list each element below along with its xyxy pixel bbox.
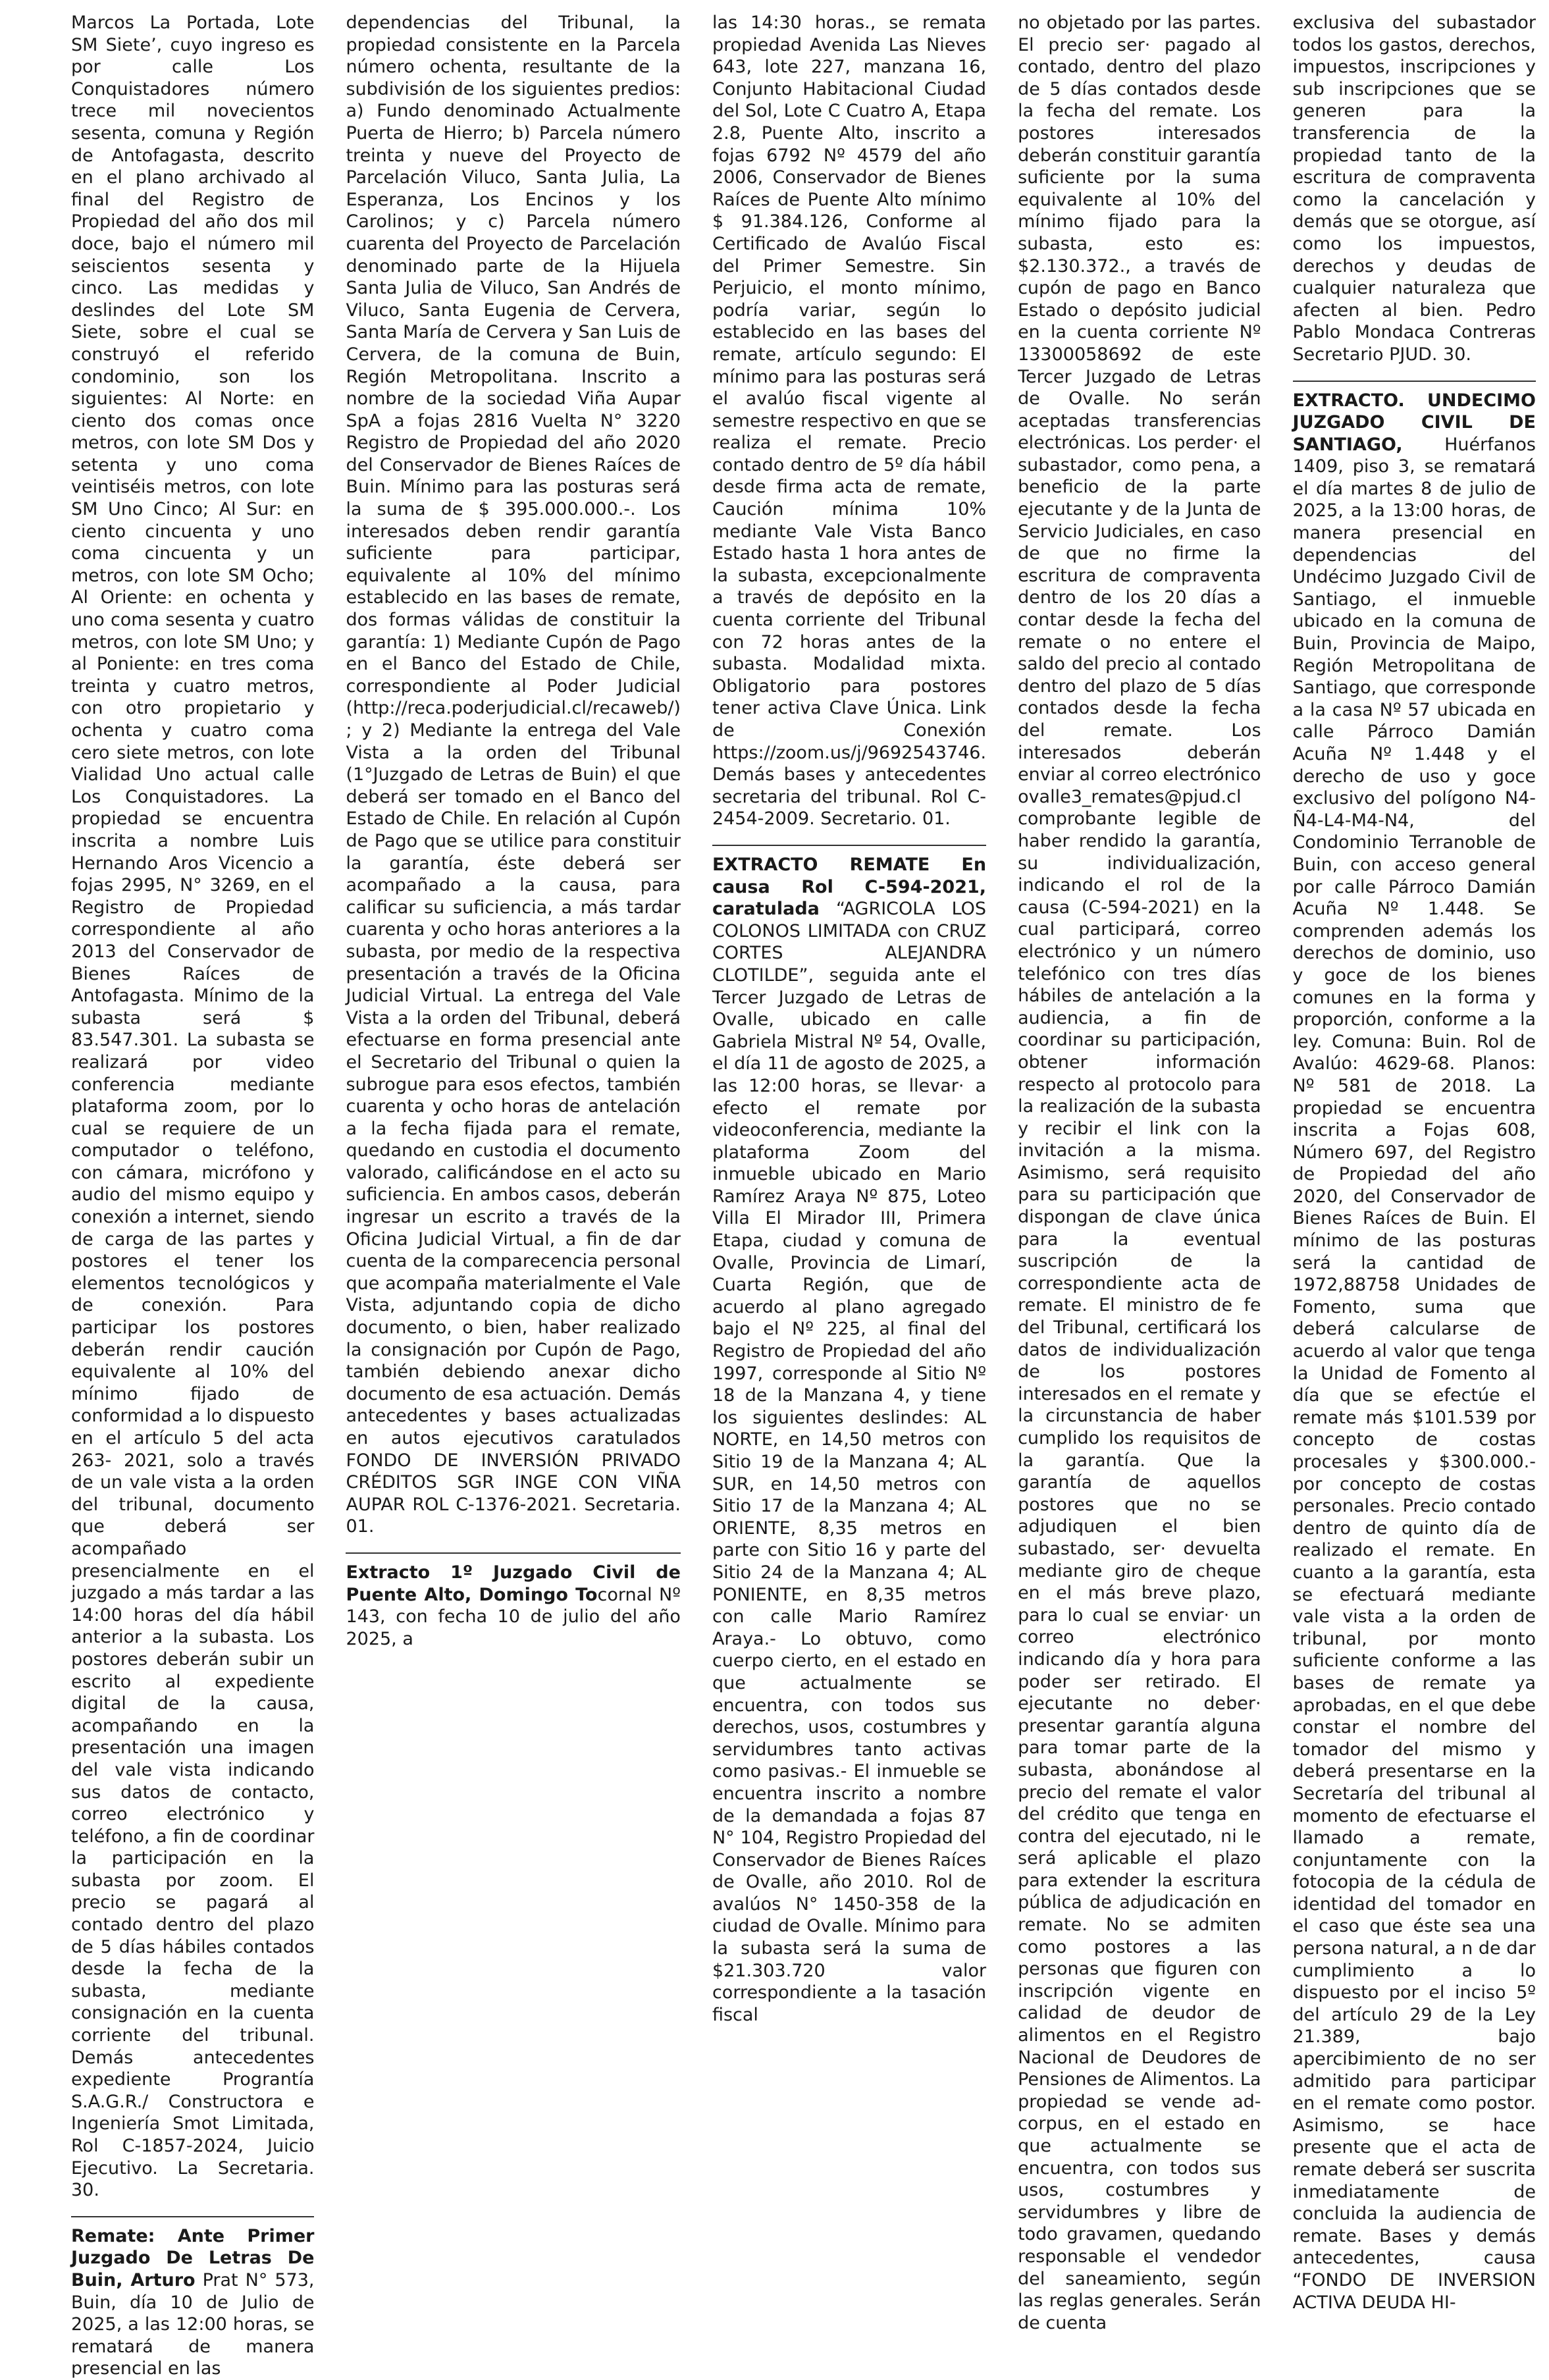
notice-headline: EXTRACTO. UNDECIMO JUZGADO CIVIL DE SANTIAGO, (1292, 390, 1536, 455)
column-3 (712, 12, 986, 2380)
notice-continued (712, 12, 986, 830)
column-2 (346, 12, 680, 2380)
notice-body: “AGRICOLA LOS COLONOS LIMITADA con CRUZ CORTES ALEJANDRA CLOTILDE”, seguida ante el Tercer Juzgado de Letras de Ovalle, ubicado en calle Gabriela Mistral Nº 54, Ovalle, el día 11 de agosto de 2025, a las 12:00 horas, se llevar· a efecto el remate por videoconferencia, mediante la plataforma Zoom del inmueble ubicado en Mario Ramírez Araya Nº 875, Loteo Villa El Mirador III, Primera Etapa, ciudad y comuna de Ovalle, Provincia de Limarí, Cuarta Región, que de acuerdo al plano agregado bajo el Nº 225, al final del Registro de Propiedad del año 1997, corresponde al Sitio Nº 18 de la Manzana 4, y tiene los siguientes deslindes: AL NORTE, en 14,50 metros con Sitio 19 de la Manzana 4; AL SUR, en 14,50 metros con Sitio 17 de la Manzana 4; AL ORIENTE, 8,35 metros en parte con Sitio 16 y parte del Sitio 24 de la Manzana 4; AL PONIENTE, en 8,35 metros con calle Mario Ramírez Araya.- Lo obtuvo, como cuerpo cierto, en el estado en que actualmente se encuentra, con todos sus derechos, usos, costumbres y servidumbres tanto activas como pasivas.- El inmueble se encuentra inscrito a nombre de la demandada a fojas 87 N° 104, Registro Propiedad del Conservador de Bienes Raíces de Ovalle, año 2010. Rol de avalúos N° 1450-358 de la ciudad de Ovalle. Mínimo para la subasta será la suma de $21.303.720 valor correspondiente a la tasación fiscal (712, 899, 987, 2025)
notice-extracto-remate-ovalle (712, 854, 986, 2026)
notice-headline: Extracto 1º Juzgado Civil de Puente Alto, Domingo To (346, 1562, 681, 1605)
notice-body: no objetado por las partes. El precio ser· pagado al contado, dentro del plazo de 5 días contados desde la fecha del remate. Los postores interesados deberán constituir garantía suficiente por la suma equivalente al 10% del mínimo fijado para la subasta, esto es: $2.130.372., a través de cupón de pago en Banco Estado o depósito judicial en la cuenta corriente Nº 13300058692 de este Tercer Juzgado de Letras de Ovalle. No serán aceptadas transferencias electrónicas. Los perder· el subastador, como pena, a beneficio de la parte ejecutante y de la Junta de Servicio Judiciales, en caso de que no firme la escritura de compraventa dentro de los 20 días a contar desde la fecha del remate o no entere el saldo del precio al contado dentro del plazo de 5 días contados desde la fecha del remate. Los interesados deberán enviar al correo electrónico ovalle3_remates@pjud.cl comprobante legible de haber rendido la garantía, su individualización, indicando el rol de la causa (C-594-2021) en la cual participará, correo electrónico y un número telefónico con tres días hábiles de antelación a la audiencia, a fin de coordinar su participación, obtener información respecto al protocolo para la realización de la subasta y recibir el link con la invitación a la misma. Asimismo, será requisito para su participación que dispongan de clave única para la eventual suscripción de la correspondiente acta de remate. El ministro de fe del Tribunal, certificará los datos de individualización de los postores interesados en el remate y la circunstancia de haber cumplido los requisitos de la garantía. Que la garantía de aquellos postores que no se adjudiquen el bien subastado, ser· devuelta mediante giro de cheque en el más breve plazo, para lo cual se enviar· un correo electrónico indicando día y hora para poder ser retirado. El ejecutante no deber· presentar garantía alguna para tomar parte de la subasta, abonándose al precio del remate el valor del crédito que tenga en contra del ejecutado, ni le será aplicable el plazo para extender la escritura pública de adjudicación en remate. No se admiten como postores a las personas que figuren con inscripción vigente en calidad de deudor de alimentos en el Registro Nacional de Deudores de Pensiones de Alimentos. La propiedad se vende ad-corpus, en el estado en que actualmente se encuentra, con todos sus usos, costumbres y servidumbres y libre de todo gravamen, quedando responsable el vendedor del saneamiento, según las reglas generales. Serán de cuenta (1018, 13, 1261, 2333)
notice-extracto-undecimo-santiago (1293, 390, 1536, 2314)
notice-body: las 14:30 horas., se remata propiedad Avenida Las Nieves 643, lote 227, manzana 16, Conjunto Habitacional Ciudad del Sol, Lote C Cuatro A, Etapa 2.8, Puente Alto, inscrito a fojas 6792 Nº 4579 del año 2006, Conservador de Bienes Raíces de Puente Alto mínimo $ 91.384.126, Conforme al Certificado de Avalúo Fiscal del Primer Semestre. Sin Perjuicio, el monto mínimo, podría variar, según lo establecido en las bases del remate, artículo segundo: El mínimo para las posturas será el avalúo fiscal vigente al semestre respectivo en que se realiza el remate. Precio contado dentro de 5º día hábil desde firma acta de remate, Caución mínima 10% mediante Vale Vista Banco Estado hasta 1 hora antes de la subasta, excepcionalmente a través de depósito en la cuenta corriente del Tribunal con 72 horas antes de la subasta. Modalidad mixta. Obligatorio para postores tener activa Clave Única. Link de Conexión https://zoom.us/j/9692543746. Demás bases y antecedentes secretaria del tribunal. Rol C-2454-2009. Secretario. 01. (712, 13, 987, 830)
notice-divider (71, 2216, 314, 2217)
notice-headline: Remate: Ante Primer Juzgado De Letras De Buin, Arturo (71, 2225, 315, 2290)
notice-body: dependencias del Tribunal, la propiedad consistente en la Parcela número ochenta, resultante de la subdivisión de los siguientes predios: a) Fundo denominado Actualmente Puerta de Hierro; b) Parcela número treinta y nueve del Proyecto de Parcelación Viluco, Santa Julia, La Esperanza, Los Encinos y los Carolinos; y c) Parcela número cuarenta del Proyecto de Parcelación denominado parte de la Hijuela Santa Julia de Viluco, San Andrés de Viluco, Santa Eugenia de Cervera, Santa María de Cervera y San Luis de Cervera, de la comuna de Buin, Región Metropolitana. Inscrito a nombre de la sociedad Viña Aupar SpA a fojas 2816 Vuelta N° 3220 Registro de Propiedad del año 2020 del Conservador de Bienes Raíces de Buin. Mínimo para las posturas será la suma de $ 395.000.000.-. Los interesados deben rendir garantía suficiente para participar, equivalente al 10% del mínimo establecido en las bases de remate, dos formas válidas de constituir la garantía: 1) Mediante Cupón de Pago en el Banco del Estado de Chile, correspondiente al Poder Judicial (http://reca.poderjudicial.cl/recaweb/) ; y 2) Mediante la entrega del Vale Vista a la orden del Tribunal (1°Juzgado de Letras de Buin) el que deberá ser tomado en el Banco del Estado de Chile. En relación al Cupón de Pago que se utilice para constituir la garantía, éste deberá ser acompañado a la causa, para calificar su suficiencia, a más tardar cuarenta y ocho horas anteriores a la subasta, por medio de la respectiva presentación a través de la Oficina Judicial Virtual. La entrega del Vale Vista a la orden del Tribunal, deberá efectuarse en forma presencial ante el Secretario del Tribunal o quien la subrogue para esos efectos, también cuarenta y ocho horas de antelación a la fecha fijada para el remate, quedando en custodia el documento valorado, calificándose en el acto su suficiencia. En ambos casos, deberán ingresar un escrito a través de la Oficina Judicial Virtual, a fin de dar cuenta de la comparecencia personal que acompaña materialmente el Vale Vista, adjuntando copia de dicho documento, o bien, haber realizado la consignación por Cupón de Pago, también debiendo anexar dicho documento de esa actuación. Demás antecedentes y bases actualizadas en autos ejecutivos caratulados FONDO DE INVERSIÓN PRIVADO CRÉDITOS SGR INGE CON VIÑA AUPAR ROL C-1376-2021. Secretaria. 01. (346, 13, 681, 1537)
notice-divider (1293, 381, 1536, 382)
notice-body: cornal Nº 143, con fecha 10 de julio del año 2025, a (346, 1584, 681, 1649)
notice-continued (1293, 12, 1536, 366)
legal-notices-columns (71, 12, 1536, 2379)
column-4 (1018, 12, 1261, 2380)
notice-continued (1018, 12, 1261, 2334)
notice-body: Marcos La Portada, Lote SM Siete’, cuyo ingreso es por calle Los Conquistadores número trece mil novecientos sesenta, comuna y Región de Antofagasta, descrito en el plano archivado al final del Registro de Propiedad del año dos mil doce, bajo el número mil seiscientos sesenta y cinco. Las medidas y deslindes del Lote SM Siete, sobre el cual se construyó el referido condominio, son los siguientes: Al Norte: en ciento dos comas once metros, con lote SM Dos y setenta y uno coma veintiséis metros, con lote SM Uno Cinco; Al Sur: en ciento cincuenta y uno coma cincuenta y un metros, con lote SM Ocho; Al Oriente: en ochenta y uno coma sesenta y cuatro metros, con lote SM Uno; y al Poniente: en tres coma treinta y cuatro metros, con otro propietario y ochenta y cuatro coma cero siete metros, con lote Vialidad Uno actual calle Los Conquistadores. La propiedad se encuentra inscrita a nombre Luis Hernando Aros Vicencio a fojas 2995, N° 3269, en el Registro de Propiedad correspondiente al año 2013 del Conservador de Bienes Raíces de Antofagasta. Mínimo de la subasta será $ 83.547.301. La subasta se realizará por video conferencia mediante plataforma zoom, por lo cual se requiere de un computador o teléfono, con cámara, micrófono y audio del mismo equipo y conexión a internet, siendo de carga de las partes y postores el tener los elementos tecnológicos y de conexión. Para participar los postores deberán rendir caución equivalente al 10% del mínimo fijado de conformidad a lo dispuesto en el artículo 5 del acta 263- 2021, solo a través de un vale vista a la orden del tribunal, documento que deberá ser acompañado presencialmente en el juzgado a más tardar a las 14:00 horas del día hábil anterior a la subasta. Los postores deberán subir un escrito al expediente digital de la causa, acompañando en la presentación una imagen del vale vista indicando sus datos de contacto, correo electrónico y teléfono, a fin de coordinar la participación en la subasta por zoom. El precio se pagará al contado dentro del plazo de 5 días hábiles contados desde la fecha de la subasta, mediante consignación en la cuenta corriente del tribunal. Demás antecedentes expediente Prograntía S.A.G.R./ Constructora e Ingeniería Smot Limitada, Rol C-1857-2024, Juicio Ejecutivo. La Secretaria. 30. (71, 13, 315, 2201)
notice-divider (712, 845, 986, 846)
notice-remate-buin (71, 2225, 314, 2380)
column-1 (71, 12, 314, 2380)
notice-continued (346, 12, 680, 1538)
notice-headline: EXTRACTO REMATE En causa Rol C-594-2021, caratulada (712, 854, 987, 920)
notice-divider (346, 1552, 680, 1554)
notice-body: Huérfanos 1409, piso 3, se rematará el día martes 8 de julio de 2025, a la 13:00 horas, de manera presencial en dependencias del Undécimo Juzgado Civil de Santiago, el inmueble ubicado en la comuna de Buin, Provincia de Maipo, Región Metropolitana de Santiago, que corresponde a la casa Nº 57 ubicada en calle Párroco Damián Acuña Nº 1.448 y el derecho de uso y goce exclusivo del polígono N4-Ñ4-L4-M4-N4, del Condominio Terranoble de Buin, con acceso general por calle Párroco Damián Acuña Nº 1.448. Se comprenden además los derechos de dominio, uso y goce de los bienes comunes en la forma y proporción, conforme a la ley. Comuna: Buin. Rol de Avalúo: 4629-68. Planos: Nº 581 de 2018. La propiedad se encuentra inscrita a Fojas 608, Número 697, del Registro de Propiedad del año 2020, del Conservador de Bienes Raíces de Buin. El mínimo de las posturas será la cantidad de 1972,88758 Unidades de Fomento, suma que deberá calcularse de acuerdo al valor que tenga la Unidad de Fomento al día que se efectúe el remate más $101.539 por concepto de costas procesales y $300.000.- por concepto de costas personales. Precio contado dentro de quinto día de realizado el remate. En cuanto a la garantía, esta se efectuará mediante vale vista a la orden de tribunal, por monto suficiente conforme a las bases de remate ya aprobadas, en el que debe constar el nombre del tomador del mismo y deberá presentarse en la Secretaría del tribunal al momento de efectuarse el llamado a remate, conjuntamente con la fotocopia de la cédula de identidad del tomador en el caso que éste sea una persona natural, a n de dar cumplimiento a lo dispuesto por el inciso 5º del artículo 29 de la Ley 21.389, bajo apercibimiento de no ser admitido para participar en el remate como postor. Asimismo, se hace presente que el acta de remate deberá ser suscrita inmediatamente de concluida la audiencia de remate. Bases y demás antecedentes, causa “FONDO DE INVERSION ACTIVA DEUDA HI- (1292, 434, 1536, 2313)
notice-continued (71, 12, 314, 2202)
notice-extracto-puente-alto (346, 1562, 680, 1650)
column-5 (1293, 12, 1536, 2380)
notice-body: exclusiva del subastador todos los gastos, derechos, impuestos, inscripciones y sub inscripciones que se generen para la transferencia de la propiedad tanto de la escritura de compraventa como la cancelación y demás que se otorgue, así como los impuestos, derechos y deudas de cualquier naturaleza que afecten al bien. Pedro Pablo Mondaca Contreras Secretario PJUD. 30. (1292, 13, 1536, 365)
notice-body: Prat N° 573, Buin, día 10 de Julio de 2025, a las 12:00 horas, se rematará de manera presencial en las (71, 2269, 315, 2379)
